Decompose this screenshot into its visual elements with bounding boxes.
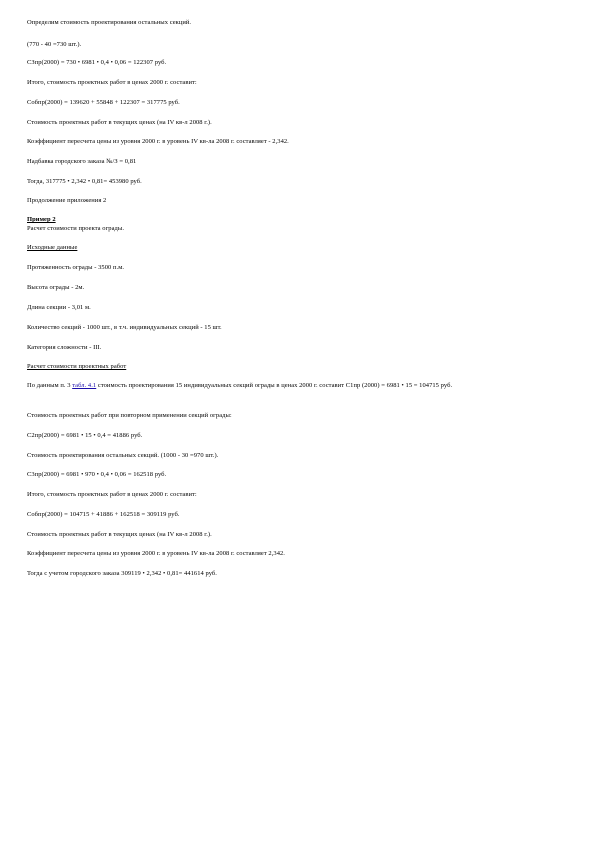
example-subtitle: Расчет стоимости проекта ограды. [27, 225, 124, 232]
text-line: Стоимость проектных работ при повторном применении секций ограды: [27, 412, 232, 419]
section-heading: Расчет стоимости проектных работ [27, 363, 127, 370]
text-line: Итого, стоимость проектных работ в ценах 2000 г. составит: [27, 491, 197, 498]
text-line: Продолжение приложения 2 [27, 197, 107, 204]
paragraph-example [27, 382, 587, 391]
text-line: Стоимость проектных работ в текущих ценах (на IV кв-л 2008 г.). [27, 531, 212, 538]
text-line: Количество секций - 1000 шт., в т.ч. индивидуальных секций - 15 шт. [27, 324, 222, 331]
formula-line: С2пр(2000) = 6981 • 15 • 0,4 = 41886 руб. [27, 432, 143, 439]
formula-line: Собпр(2000) = 139620 + 55848 + 122307 = 317775 руб. [27, 99, 180, 106]
text-line: Стоимость проектирования остальных секций. (1000 - 30 =970 шт.). [27, 452, 219, 459]
text-line: Итого, стоимость проектных работ в ценах 2000 г. составит: [27, 79, 197, 86]
text-line: (770 - 40 =730 шт.). [27, 41, 82, 48]
formula-line: С3пр(2000) = 6981 • 970 • 0,4 • 0,06 = 162518 руб. [27, 471, 167, 478]
formula-line: СЗпр(2000) = 730 • 6981 • 0,4 • 0,06 = 122307 руб. [27, 59, 167, 66]
text-line: Тогда с учетом городского заказа 309119 • 2,342 • 0,81= 441614 руб. [27, 570, 217, 577]
formula-line: Тогда, 317775 • 2,342 • 0,81= 453980 руб. [27, 178, 142, 185]
text-line: Длина секции - 3,01 м. [27, 304, 91, 311]
text-line: Коэффициент пересчета цены из уровня 2000 г. в уровень IV кв-ла 2008 г. составляет - 2,342. [27, 138, 289, 145]
text-line: Коэффициент пересчета цены из уровня 2000 г. в уровень IV кв-ла 2008 г. составляет 2,342. [27, 550, 285, 557]
text-line: Категория сложности - III. [27, 344, 102, 351]
formula-line: Собпр(2000) = 104715 + 41886 + 162518 = 309119 руб. [27, 511, 180, 518]
text-line: Высота ограды - 2м. [27, 284, 85, 291]
text-line: Стоимость проектных работ в текущих ценах (на IV кв-л 2008 г.). [27, 119, 212, 126]
text-line: Надбавка городского заказа №/З = 0,81 [27, 158, 137, 165]
table-link[interactable]: табл. 4.1 [72, 382, 97, 389]
example-heading: Пример 2 [27, 216, 56, 223]
paragraph-text: стоимость проектирования 15 индивидуальных секций ограды в ценах 2000 г. составит С1пр (2000) = 6981 • 15 = 104715 руб. [96, 382, 453, 389]
paragraph-text: По данным п. 3 [27, 382, 73, 389]
section-heading: Исходные данные [27, 244, 78, 251]
text-line: Определим стоимость проектирования остальных секций. [27, 19, 192, 26]
text-line: Протяженность ограды - 3500 п.м. [27, 264, 125, 271]
